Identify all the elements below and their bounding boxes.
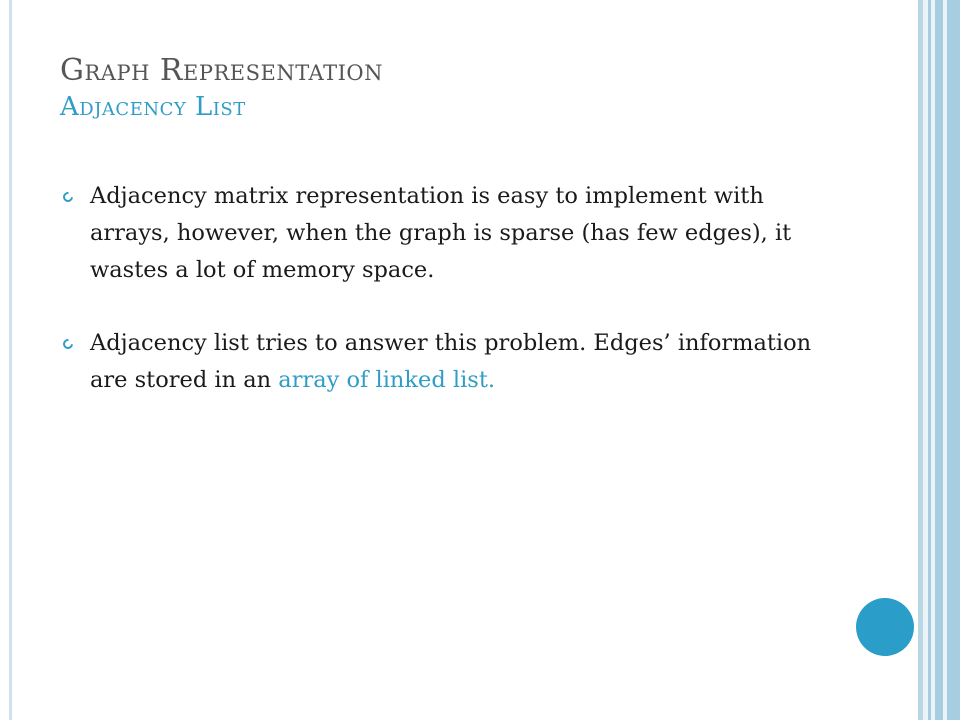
slide-title: Graph Representation	[60, 53, 383, 88]
circle-bullet-icon	[61, 190, 75, 204]
slide-title-block	[60, 52, 840, 126]
highlighted-text: array of linked list.	[278, 367, 496, 393]
frame-stripe	[928, 0, 931, 720]
bullet-item	[60, 178, 850, 289]
bullet-item	[60, 325, 850, 399]
slide-frame-right	[918, 0, 960, 720]
frame-stripe	[935, 0, 943, 720]
slide-subtitle: Adjacency List	[60, 92, 246, 122]
bullet-text: Adjacency matrix representation is easy to implement with arrays, however, when the graph is sparse (has few edges), it wastes a lot of memory space.	[90, 183, 792, 283]
decorative-circle	[856, 598, 914, 656]
bullet-list	[60, 178, 850, 399]
frame-stripe	[947, 0, 960, 720]
circle-bullet-icon	[61, 337, 75, 351]
slide-frame-left	[9, 0, 12, 720]
frame-stripe	[918, 0, 923, 720]
bullet-text: Adjacency list tries to answer this problem. Edges’ information are stored in an	[90, 330, 812, 393]
